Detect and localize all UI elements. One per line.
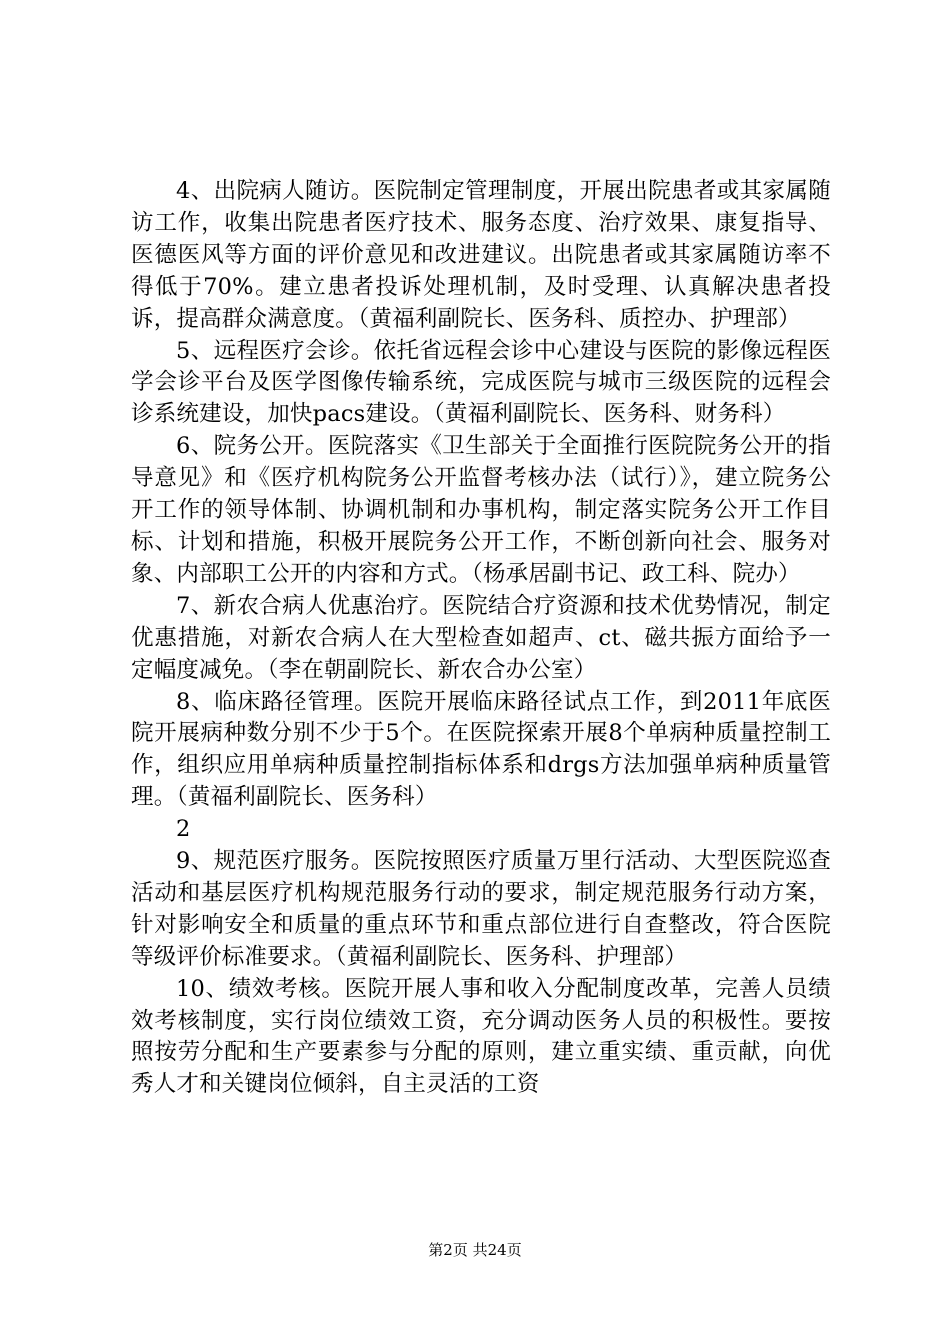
document-body <box>131 176 831 1101</box>
inline-page-number: 2 <box>176 816 191 843</box>
paragraph-item-5: 5、远程医疗会诊。依托省远程会诊中心建设与医院的影像远程医学会诊平台及医学图像传输系统，完成医院与城市三级医院的远程会诊系统建设，加快pacs建设。（黄福利副院长、医务科、财务科） <box>131 337 831 428</box>
paragraph-item-10: 10、绩效考核。医院开展人事和收入分配制度改革，完善人员绩效考核制度，实行岗位绩效工资，充分调动医务人员的积极性。要按照按劳分配和生产要素参与分配的原则，建立重实绩、重贡献，向优秀人才和关键岗位倾斜，自主灵活的工资 <box>131 975 831 1098</box>
paragraph-item-8: 8、临床路径管理。医院开展临床路径试点工作，到2011年底医院开展病种数分别不少于5个。在医院探索开展8个单病种质量控制工作，组织应用单病种质量控制指标体系和drgs方法加强单病种质量管理。（黄福利副院长、医务科） <box>131 688 831 811</box>
paragraph-item-7: 7、新农合病人优惠治疗。医院结合疗资源和技术优势情况，制定优惠措施，对新农合病人在大型检查如超声、ct、磁共振方面给予一定幅度减免。（李在朝副院长、新农合办公室） <box>131 592 831 683</box>
paragraph-item-6: 6、院务公开。医院落实《卫生部关于全面推行医院院务公开的指导意见》和《医疗机构院务公开监督考核办法（试行）》，建立院务公开工作的领导体制、协调机制和办事机构，制定落实院务公开工作目标、计划和措施，积极开展院务公开工作，不断创新向社会、服务对象、内部职工公开的内容和方式。（杨承居副书记、政工科、院办） <box>131 433 831 587</box>
paragraph-item-4: 4、出院病人随访。医院制定管理制度，开展出院患者或其家属随访工作，收集出院患者医疗技术、服务态度、治疗效果、康复指导、医德医风等方面的评价意见和改进建议。出院患者或其家属随访率不得低于70%。建立患者投诉处理机制，及时受理、认真解决患者投诉，提高群众满意度。（黄福利副院长、医务科、质控办、护理部） <box>131 178 831 332</box>
page-footer: 第2页 共24页 <box>428 1241 522 1259</box>
paragraph-item-9: 9、规范医疗服务。医院按照医疗质量万里行活动、大型医院巡查活动和基层医疗机构规范服务行动的要求，制定规范服务行动方案，针对影响安全和质量的重点环节和重点部位进行自查整改，符合医院等级评价标准要求。（黄福利副院长、医务科、护理部） <box>131 848 831 970</box>
